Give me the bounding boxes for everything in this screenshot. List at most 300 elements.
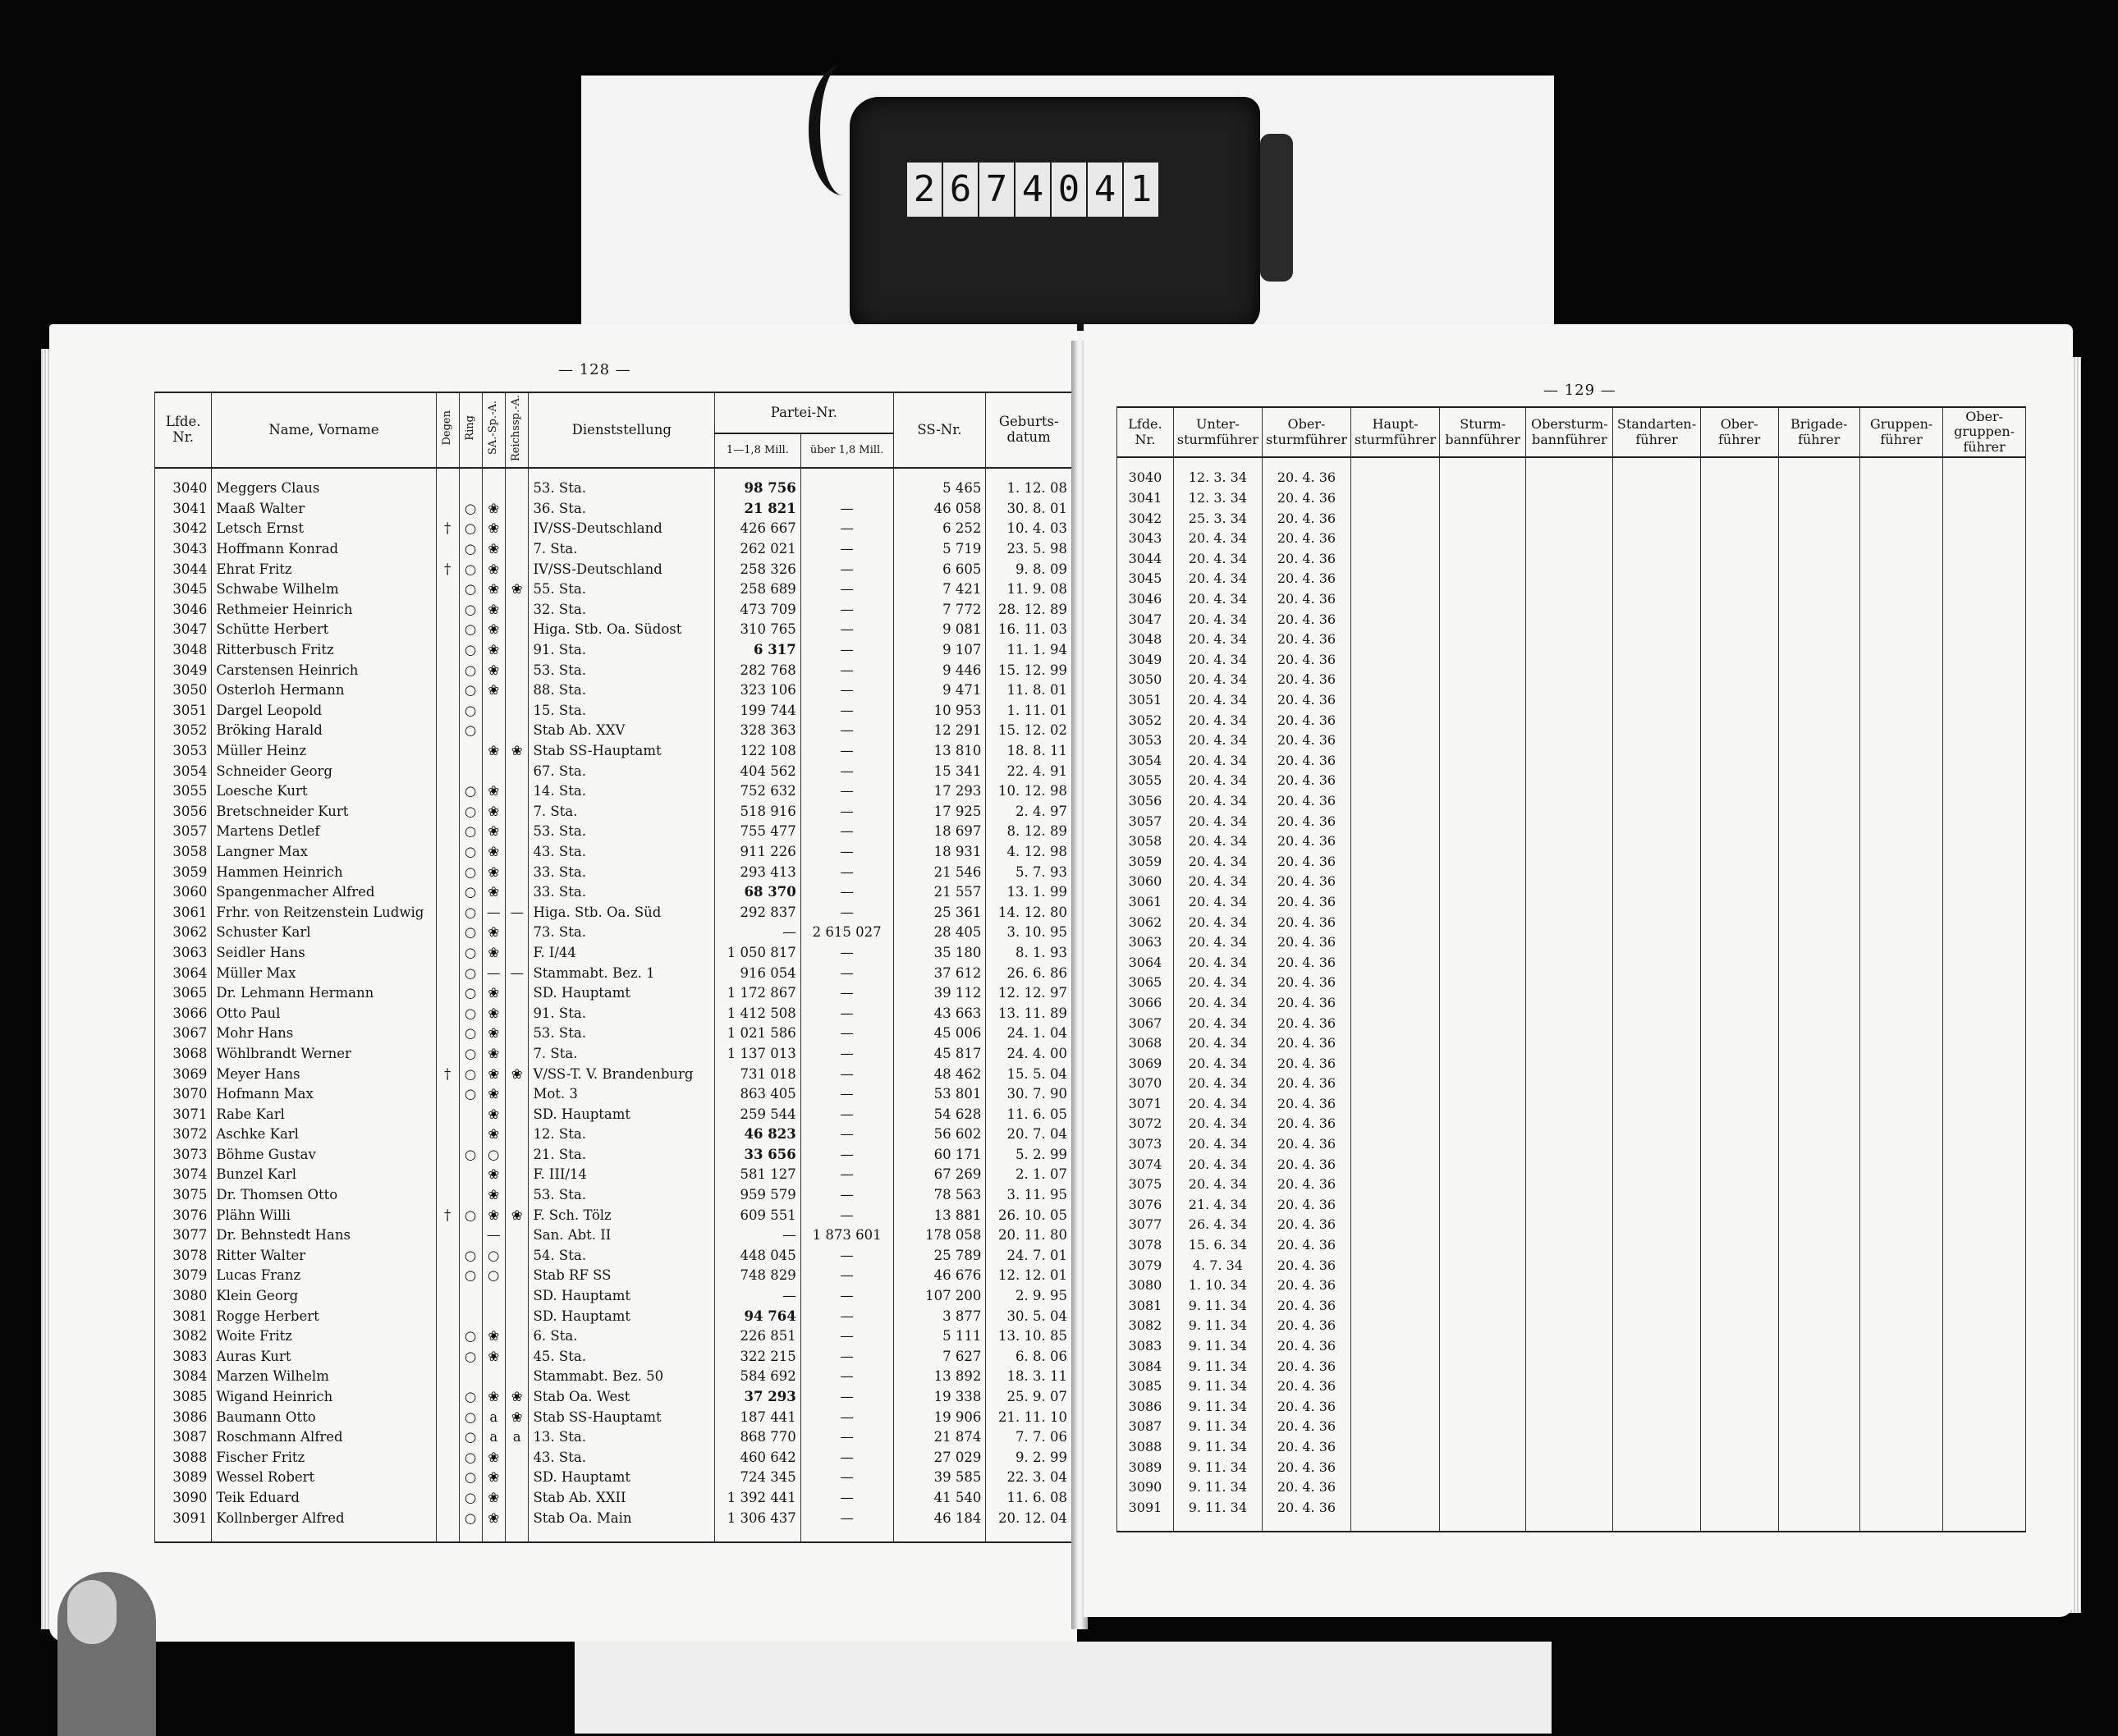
cell-empty-rank: [1613, 1094, 1701, 1115]
cell-lfde-nr: 3068: [155, 1044, 212, 1065]
cell-geburtsdatum: 8. 12. 89: [986, 822, 1072, 842]
cell-reichssp: [505, 983, 528, 1004]
cell-empty-rank: [1613, 1033, 1701, 1054]
cell-empty-rank: [1613, 952, 1701, 973]
spacer-cell: [529, 468, 715, 479]
cell-obersturmfuehrer: 20. 4. 36: [1262, 630, 1350, 650]
cell-untersturmfuehrer: 9. 11. 34: [1173, 1316, 1262, 1336]
left-page: [49, 324, 1077, 1642]
cell-partei-2: —: [800, 600, 893, 621]
spacer-cell: [1351, 457, 1440, 468]
cell-obersturmfuehrer: 20. 4. 36: [1262, 1175, 1350, 1195]
cell-empty-rank: [1613, 468, 1701, 488]
cell-geburtsdatum: 26. 6. 86: [986, 963, 1072, 983]
cell-empty-rank: [1943, 811, 2026, 831]
cell-sa-sp: ❀: [482, 660, 505, 680]
table-row: [1117, 1336, 2026, 1357]
table-end-row: [155, 1528, 1072, 1542]
cell-partei-2: —: [800, 1407, 893, 1427]
cell-obersturmfuehrer: 20. 4. 36: [1262, 1376, 1350, 1397]
cell-empty-rank: [1440, 1376, 1526, 1397]
cell-empty-rank: [1613, 1255, 1701, 1276]
cell-untersturmfuehrer: 20. 4. 34: [1173, 609, 1262, 630]
cell-partei-1: 322 215: [715, 1347, 801, 1367]
cell-lfde-nr: 3090: [1117, 1477, 1174, 1498]
cell-sa-sp: ❀: [482, 499, 505, 520]
cell-obersturmfuehrer: 20. 4. 36: [1262, 1255, 1350, 1276]
cell-empty-rank: [1613, 1296, 1701, 1317]
cell-sa-sp: ❀: [482, 781, 505, 802]
cell-empty-rank: [1859, 529, 1942, 549]
table-row: [155, 1003, 1072, 1024]
cell-degen: [436, 781, 459, 802]
cell-empty-rank: [1859, 1477, 1942, 1498]
cell-empty-rank: [1526, 1114, 1613, 1134]
cell-partei-2: —: [800, 1024, 893, 1044]
cell-empty-rank: [1778, 1336, 1859, 1357]
end-cell: [1859, 1518, 1942, 1532]
cell-ring: ○: [459, 579, 482, 600]
cell-empty-rank: [1700, 1417, 1778, 1437]
cell-dienststellung: 7. Sta.: [529, 539, 715, 560]
table-row: [155, 1084, 1072, 1105]
cell-name: Ritterbusch Fritz: [212, 640, 436, 661]
cell-reichssp: [505, 701, 528, 721]
cell-reichssp: [505, 1185, 528, 1206]
cell-ring: ○: [459, 923, 482, 943]
cell-empty-rank: [1859, 1053, 1942, 1074]
cell-partei-2: —: [800, 721, 893, 741]
table-row: [155, 721, 1072, 741]
cell-degen: [436, 499, 459, 520]
cell-reichssp: [505, 1044, 528, 1065]
cell-ring: ○: [459, 882, 482, 903]
cell-empty-rank: [1526, 1235, 1613, 1256]
cell-empty-rank: [1700, 932, 1778, 953]
cell-ring: ○: [459, 680, 482, 701]
cell-name: Schütte Herbert: [212, 620, 436, 640]
cell-empty-rank: [1613, 1074, 1701, 1094]
cell-partei-1: 863 405: [715, 1084, 801, 1105]
cell-lfde-nr: 3078: [155, 1246, 212, 1267]
cell-reichssp: [505, 1468, 528, 1488]
cell-obersturmfuehrer: 20. 4. 36: [1262, 1316, 1350, 1336]
cell-geburtsdatum: 26. 10. 05: [986, 1205, 1072, 1225]
cell-reichssp: ❀: [505, 1407, 528, 1427]
cell-partei-1: 1 306 437: [715, 1508, 801, 1528]
cell-dienststellung: Stab RF SS: [529, 1266, 715, 1286]
cell-lfde-nr: 3049: [1117, 650, 1174, 671]
cell-lfde-nr: 3085: [155, 1387, 212, 1408]
cell-empty-rank: [1700, 468, 1778, 488]
cell-partei-1: 282 768: [715, 660, 801, 680]
cell-ss-nr: 28 405: [893, 923, 986, 943]
cell-reichssp: [505, 1286, 528, 1307]
cell-name: Osterloh Hermann: [212, 680, 436, 701]
cell-geburtsdatum: 21. 11. 10: [986, 1407, 1072, 1427]
cell-empty-rank: [1440, 1154, 1526, 1175]
cell-ss-nr: 19 338: [893, 1387, 986, 1408]
cell-empty-rank: [1943, 1396, 2026, 1417]
cell-lfde-nr: 3054: [1117, 750, 1174, 771]
cell-lfde-nr: 3045: [155, 579, 212, 600]
cell-empty-rank: [1943, 952, 2026, 973]
cell-empty-rank: [1859, 892, 1942, 913]
cell-empty-rank: [1778, 952, 1859, 973]
cell-dienststellung: 12. Sta.: [529, 1125, 715, 1145]
cell-partei-1: 911 226: [715, 842, 801, 863]
table-row: [155, 1044, 1072, 1065]
cell-sa-sp: ❀: [482, 1326, 505, 1347]
cell-lfde-nr: 3062: [155, 923, 212, 943]
cell-reichssp: [505, 620, 528, 640]
end-cell: [1943, 1518, 2026, 1532]
cell-geburtsdatum: 7. 7. 06: [986, 1427, 1072, 1448]
cell-ss-nr: 46 676: [893, 1266, 986, 1286]
header-dienststellung: Dienststellung: [529, 392, 715, 468]
cell-ring: ○: [459, 801, 482, 822]
cell-empty-rank: [1351, 1013, 1440, 1033]
cell-lfde-nr: 3057: [155, 822, 212, 842]
cell-empty-rank: [1943, 630, 2026, 650]
cell-partei-1: 122 108: [715, 741, 801, 762]
table-row: [1117, 1457, 2026, 1477]
cell-empty-rank: [1440, 1437, 1526, 1458]
table-row: [155, 1266, 1072, 1286]
cell-untersturmfuehrer: 20. 4. 34: [1173, 690, 1262, 711]
cell-empty-rank: [1700, 912, 1778, 932]
cell-sa-sp: ❀: [482, 822, 505, 842]
cell-untersturmfuehrer: 20. 4. 34: [1173, 1154, 1262, 1175]
cell-geburtsdatum: 4. 12. 98: [986, 842, 1072, 863]
cell-name: Letsch Ernst: [212, 519, 436, 539]
cell-reichssp: [505, 1125, 528, 1145]
cell-sa-sp: ❀: [482, 620, 505, 640]
cell-ss-nr: 17 293: [893, 781, 986, 802]
cell-empty-rank: [1859, 973, 1942, 993]
table-row: [155, 781, 1072, 802]
cell-empty-rank: [1526, 508, 1613, 529]
cell-degen: [436, 1488, 459, 1509]
cell-empty-rank: [1943, 670, 2026, 690]
cell-lfde-nr: 3053: [1117, 731, 1174, 751]
right-register-table: [1116, 406, 2026, 1532]
cell-lfde-nr: 3073: [1117, 1134, 1174, 1155]
cell-untersturmfuehrer: 21. 4. 34: [1173, 1195, 1262, 1216]
cell-empty-rank: [1351, 1316, 1440, 1336]
cell-untersturmfuehrer: 20. 4. 34: [1173, 1033, 1262, 1054]
cell-empty-rank: [1700, 831, 1778, 852]
table-row: [1117, 589, 2026, 610]
cell-ring: ○: [459, 902, 482, 923]
cell-lfde-nr: 3089: [1117, 1457, 1174, 1477]
cell-partei-2: —: [800, 902, 893, 923]
cell-ring: ○: [459, 1488, 482, 1509]
cell-ring: ○: [459, 983, 482, 1004]
cell-obersturmfuehrer: 20. 4. 36: [1262, 569, 1350, 589]
table-row: [1117, 1376, 2026, 1397]
cell-reichssp: [505, 1165, 528, 1185]
cell-partei-2: —: [800, 761, 893, 781]
cell-empty-rank: [1943, 1134, 2026, 1155]
cell-ring: ○: [459, 1508, 482, 1528]
cell-ss-nr: 3 877: [893, 1306, 986, 1326]
cell-dienststellung: 73. Sta.: [529, 923, 715, 943]
cell-partei-2: —: [800, 680, 893, 701]
cell-ring: ○: [459, 1024, 482, 1044]
cell-empty-rank: [1778, 1074, 1859, 1094]
cell-partei-1: 518 916: [715, 801, 801, 822]
cell-sa-sp: —: [482, 963, 505, 983]
cell-empty-rank: [1778, 549, 1859, 570]
cell-dienststellung: Stab Oa. West: [529, 1387, 715, 1408]
cell-reichssp: [505, 1488, 528, 1509]
table-row: [1117, 892, 2026, 913]
cell-empty-rank: [1526, 468, 1613, 488]
cell-empty-rank: [1943, 1255, 2026, 1276]
cell-empty-rank: [1943, 1417, 2026, 1437]
cell-partei-1: 1 137 013: [715, 1044, 801, 1065]
counter-knob: [1260, 134, 1293, 282]
cell-reichssp: [505, 1508, 528, 1528]
cell-lfde-nr: 3064: [1117, 952, 1174, 973]
cell-partei-1: 68 370: [715, 882, 801, 903]
cell-sa-sp: [482, 761, 505, 781]
cell-lfde-nr: 3073: [155, 1145, 212, 1166]
cell-untersturmfuehrer: 20. 4. 34: [1173, 1053, 1262, 1074]
cell-obersturmfuehrer: 20. 4. 36: [1262, 771, 1350, 791]
cell-empty-rank: [1613, 1356, 1701, 1376]
cell-geburtsdatum: 15. 12. 02: [986, 721, 1072, 741]
cell-obersturmfuehrer: 20. 4. 36: [1262, 508, 1350, 529]
cell-empty-rank: [1859, 1195, 1942, 1216]
counter-digit: 2: [907, 163, 942, 217]
cell-lfde-nr: 3051: [1117, 690, 1174, 711]
cell-lfde-nr: 3058: [155, 842, 212, 863]
cell-empty-rank: [1700, 710, 1778, 731]
cell-lfde-nr: 3056: [1117, 791, 1174, 812]
cell-dienststellung: V/SS-T. V. Brandenburg: [529, 1064, 715, 1084]
cell-partei-1: 916 054: [715, 963, 801, 983]
table-row: [155, 1508, 1072, 1528]
cell-dienststellung: F. Sch. Tölz: [529, 1205, 715, 1225]
cell-lfde-nr: 3082: [155, 1326, 212, 1347]
spacer-cell: [986, 468, 1072, 479]
spacer-cell: [1859, 457, 1942, 468]
cell-empty-rank: [1778, 670, 1859, 690]
cell-empty-rank: [1613, 1316, 1701, 1336]
cell-untersturmfuehrer: 20. 4. 34: [1173, 1013, 1262, 1033]
header-obersturmfuehrer: Ober-sturmführer: [1262, 407, 1350, 457]
cell-dienststellung: Stammabt. Bez. 1: [529, 963, 715, 983]
table-row: [1117, 872, 2026, 892]
cell-obersturmfuehrer: 20. 4. 36: [1262, 1235, 1350, 1256]
cell-empty-rank: [1351, 1154, 1440, 1175]
cell-degen: [436, 1326, 459, 1347]
cell-empty-rank: [1351, 1396, 1440, 1417]
cell-empty-rank: [1526, 1033, 1613, 1054]
cell-empty-rank: [1440, 488, 1526, 509]
cell-geburtsdatum: 30. 8. 01: [986, 499, 1072, 520]
cell-reichssp: [505, 519, 528, 539]
table-row: [1117, 1114, 2026, 1134]
cell-empty-rank: [1700, 1053, 1778, 1074]
cell-empty-rank: [1700, 1276, 1778, 1296]
cell-lfde-nr: 3068: [1117, 1033, 1174, 1054]
cell-empty-rank: [1526, 1074, 1613, 1094]
cell-empty-rank: [1859, 1134, 1942, 1155]
cell-obersturmfuehrer: 20. 4. 36: [1262, 1013, 1350, 1033]
cell-empty-rank: [1778, 892, 1859, 913]
cell-empty-rank: [1613, 973, 1701, 993]
cell-partei-1: 1 392 441: [715, 1488, 801, 1509]
cell-empty-rank: [1526, 650, 1613, 671]
cell-sa-sp: ❀: [482, 1488, 505, 1509]
cell-dienststellung: 33. Sta.: [529, 882, 715, 903]
cell-degen: [436, 1125, 459, 1145]
spacer-cell: [1440, 457, 1526, 468]
table-row: [1117, 851, 2026, 872]
cell-name: Dr. Thomsen Otto: [212, 1185, 436, 1206]
cell-dienststellung: 7. Sta.: [529, 1044, 715, 1065]
spacer-cell: [1117, 457, 1174, 468]
right-page: [1084, 324, 2073, 1617]
cell-lfde-nr: 3065: [155, 983, 212, 1004]
cell-untersturmfuehrer: 20. 4. 34: [1173, 892, 1262, 913]
table-end-row: [1117, 1518, 2026, 1532]
cell-empty-rank: [1943, 851, 2026, 872]
cell-empty-rank: [1351, 993, 1440, 1014]
cell-reichssp: [505, 1266, 528, 1286]
cell-empty-rank: [1778, 589, 1859, 610]
cell-empty-rank: [1943, 589, 2026, 610]
cell-lfde-nr: 3040: [155, 479, 212, 499]
cell-name: Fischer Fritz: [212, 1447, 436, 1468]
table-row: [155, 822, 1072, 842]
cell-sa-sp: ❀: [482, 1447, 505, 1468]
cell-geburtsdatum: 23. 5. 98: [986, 539, 1072, 560]
cell-sa-sp: ❀: [482, 983, 505, 1004]
cell-empty-rank: [1778, 1316, 1859, 1336]
cell-empty-rank: [1526, 1497, 1613, 1518]
cell-dienststellung: SD. Hauptamt: [529, 1306, 715, 1326]
cell-dienststellung: SD. Hauptamt: [529, 983, 715, 1004]
cell-degen: [436, 1084, 459, 1105]
cell-dienststellung: 13. Sta.: [529, 1427, 715, 1448]
counter-digit: 4: [1015, 163, 1050, 217]
cell-sa-sp: ❀: [482, 1165, 505, 1185]
counter-cable: [809, 64, 878, 195]
cell-obersturmfuehrer: 20. 4. 36: [1262, 1195, 1350, 1216]
cell-empty-rank: [1440, 1074, 1526, 1094]
cell-empty-rank: [1613, 710, 1701, 731]
cell-empty-rank: [1526, 771, 1613, 791]
table-row: [1117, 468, 2026, 488]
cell-empty-rank: [1859, 710, 1942, 731]
cell-ss-nr: 5 465: [893, 479, 986, 499]
cell-reichssp: [505, 1024, 528, 1044]
cell-empty-rank: [1351, 549, 1440, 570]
cell-empty-rank: [1859, 771, 1942, 791]
cell-empty-rank: [1778, 1255, 1859, 1276]
cell-untersturmfuehrer: 20. 4. 34: [1173, 1094, 1262, 1115]
cell-untersturmfuehrer: 20. 4. 34: [1173, 872, 1262, 892]
table-row: [155, 801, 1072, 822]
cell-empty-rank: [1440, 710, 1526, 731]
cell-sa-sp: ❀: [482, 519, 505, 539]
spacer-cell: [459, 468, 482, 479]
cell-name: Schneider Georg: [212, 761, 436, 781]
cell-empty-rank: [1526, 872, 1613, 892]
cell-sa-sp: —: [482, 1225, 505, 1246]
cell-empty-rank: [1440, 1053, 1526, 1074]
cell-empty-rank: [1440, 1094, 1526, 1115]
cell-empty-rank: [1440, 1255, 1526, 1276]
cell-partei-1: 226 851: [715, 1326, 801, 1347]
cell-ss-nr: 39 112: [893, 983, 986, 1004]
table-row: [1117, 811, 2026, 831]
cell-name: Plähn Willi: [212, 1205, 436, 1225]
cell-empty-rank: [1778, 791, 1859, 812]
cell-empty-rank: [1700, 1477, 1778, 1498]
spacer-cell: [1526, 457, 1613, 468]
cell-geburtsdatum: 14. 12. 80: [986, 902, 1072, 923]
cell-untersturmfuehrer: 20. 4. 34: [1173, 851, 1262, 872]
cell-empty-rank: [1526, 831, 1613, 852]
table-row: [1117, 952, 2026, 973]
cell-ring: ○: [459, 1387, 482, 1408]
cell-empty-rank: [1613, 1417, 1701, 1437]
cell-lfde-nr: 3083: [155, 1347, 212, 1367]
cell-empty-rank: [1943, 1457, 2026, 1477]
cell-degen: [436, 539, 459, 560]
cell-lfde-nr: 3080: [1117, 1276, 1174, 1296]
cell-empty-rank: [1943, 973, 2026, 993]
cell-reichssp: ❀: [505, 579, 528, 600]
cell-lfde-nr: 3046: [155, 600, 212, 621]
cell-untersturmfuehrer: 9. 11. 34: [1173, 1396, 1262, 1417]
cell-empty-rank: [1859, 1114, 1942, 1134]
cell-sa-sp: ❀: [482, 640, 505, 661]
table-row: [155, 1064, 1072, 1084]
table-row: [155, 539, 1072, 560]
cell-lfde-nr: 3066: [155, 1003, 212, 1024]
cell-obersturmfuehrer: 20. 4. 36: [1262, 549, 1350, 570]
cell-degen: [436, 1024, 459, 1044]
cell-empty-rank: [1700, 569, 1778, 589]
cell-empty-rank: [1440, 690, 1526, 711]
thumbnail: [67, 1580, 117, 1644]
cell-obersturmfuehrer: 20. 4. 36: [1262, 1296, 1350, 1317]
cell-degen: [436, 1508, 459, 1528]
cell-lfde-nr: 3064: [155, 963, 212, 983]
cell-geburtsdatum: 15. 12. 99: [986, 660, 1072, 680]
cell-ring: ○: [459, 539, 482, 560]
cell-empty-rank: [1440, 529, 1526, 549]
cell-empty-rank: [1859, 750, 1942, 771]
cell-degen: [436, 1306, 459, 1326]
cell-reichssp: [505, 761, 528, 781]
cell-ss-nr: 13 881: [893, 1205, 986, 1225]
end-cell: [893, 1528, 986, 1542]
cell-dienststellung: 53. Sta.: [529, 822, 715, 842]
cell-geburtsdatum: 5. 2. 99: [986, 1145, 1072, 1166]
cell-empty-rank: [1440, 811, 1526, 831]
cell-empty-rank: [1613, 811, 1701, 831]
backdrop-bottom: [575, 1642, 1552, 1734]
table-row: [1117, 1094, 2026, 1115]
cell-ss-nr: 21 546: [893, 862, 986, 882]
